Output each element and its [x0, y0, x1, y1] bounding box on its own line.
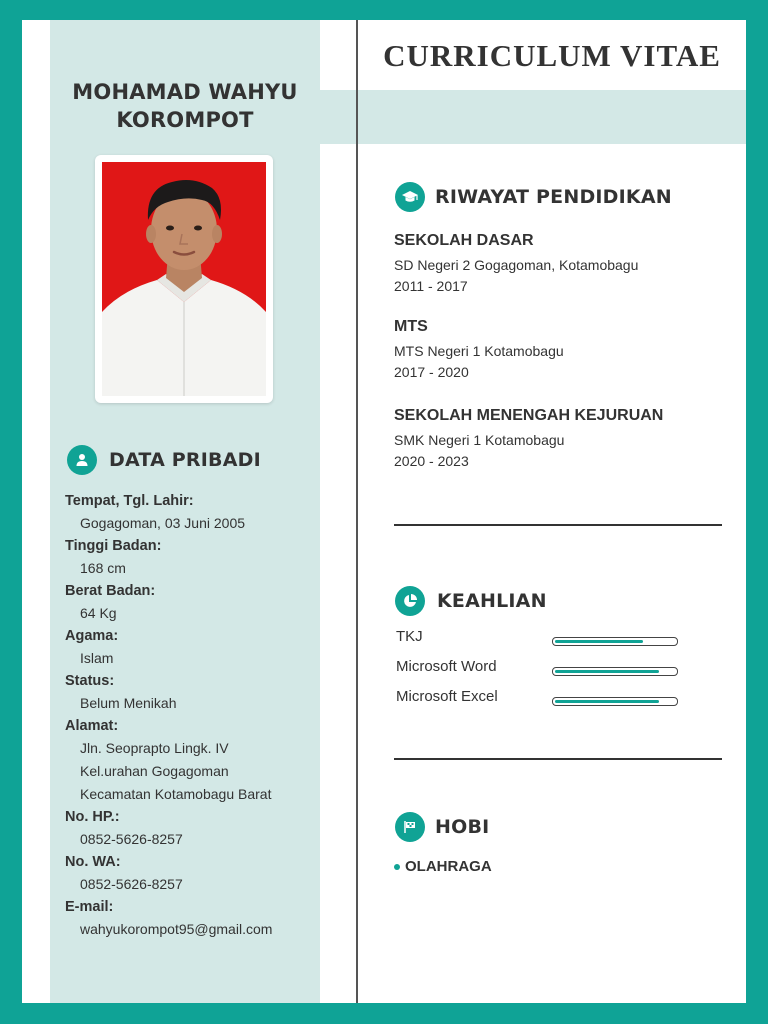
- field-label: No. HP.:: [65, 809, 120, 825]
- document-title: CURRICULUM VITAE: [383, 38, 721, 73]
- section-divider: [394, 524, 722, 526]
- field-value: Kel.urahan Gogagoman: [80, 763, 229, 779]
- skill-bar: [552, 637, 678, 646]
- hobbies-title: HOBI: [435, 816, 490, 838]
- education-years: 2020 - 2023: [394, 453, 469, 469]
- bullet-icon: [394, 864, 400, 870]
- name-line-1: MOHAMAD WAHYU: [72, 80, 298, 104]
- candidate-name: [50, 78, 320, 134]
- field-value: 64 Kg: [80, 605, 117, 621]
- pie-chart-icon: [395, 586, 425, 616]
- skills-list: [396, 628, 716, 718]
- field-value: 0852-5626-8257: [80, 831, 183, 847]
- skill-row: [396, 628, 716, 658]
- field-label: E-mail:: [65, 899, 114, 915]
- header-band-right: [358, 90, 746, 144]
- skill-name: Microsoft Word: [396, 658, 497, 675]
- field-value: 0852-5626-8257: [80, 876, 183, 892]
- profile-photo: [102, 162, 266, 396]
- education-school: MTS Negeri 1 Kotamobagu: [394, 343, 564, 359]
- skill-row: [396, 688, 716, 718]
- education-item: [394, 405, 734, 472]
- skill-name: Microsoft Excel: [396, 688, 498, 705]
- education-level: SEKOLAH DASAR: [394, 232, 534, 249]
- personal-data-list: [65, 490, 315, 941]
- field-label: Tempat, Tgl. Lahir:: [65, 493, 194, 509]
- skill-bar-fill: [555, 700, 659, 703]
- field-value: wahyukorompot95@gmail.com: [80, 921, 273, 937]
- education-school: SMK Negeri 1 Kotamobagu: [394, 432, 565, 448]
- skill-row: [396, 658, 716, 688]
- hobbies-heading: [395, 812, 489, 842]
- graduation-cap-icon: [395, 182, 425, 212]
- field-value: Belum Menikah: [80, 695, 177, 711]
- profile-photo-frame: [95, 155, 273, 403]
- cv-sheet: [22, 20, 746, 1003]
- field-value: Gogagoman, 03 Juni 2005: [80, 515, 246, 531]
- personal-data-title: DATA PRIBADI: [109, 449, 261, 471]
- education-level: SEKOLAH MENENGAH KEJURUAN: [394, 407, 664, 424]
- field-label: No. WA:: [65, 854, 121, 870]
- skill-bar: [552, 667, 678, 676]
- hobby-text: OLAHRAGA: [405, 858, 492, 875]
- field-value: Jln. Seoprapto Lingk. IV: [80, 740, 229, 756]
- skill-bar-fill: [555, 640, 643, 643]
- field-label: Tinggi Badan:: [65, 538, 162, 554]
- education-level: MTS: [394, 318, 428, 335]
- header-band-left: [320, 90, 356, 144]
- left-sidebar: [50, 20, 320, 1003]
- user-icon: [67, 445, 97, 475]
- field-label: Berat Badan:: [65, 583, 156, 599]
- education-item: [394, 316, 734, 383]
- education-heading: [395, 182, 672, 212]
- field-value: Kecamatan Kotamobagu Barat: [80, 786, 272, 802]
- field-label: Status:: [65, 673, 115, 689]
- education-item: [394, 230, 734, 297]
- column-divider: [356, 20, 358, 1003]
- name-line-2: KOROMPOT: [116, 108, 254, 132]
- field-label: Agama:: [65, 628, 119, 644]
- section-divider: [394, 758, 722, 760]
- skills-heading: [395, 586, 547, 616]
- flag-icon: [395, 812, 425, 842]
- hobby-item: [394, 858, 492, 875]
- field-label: Alamat:: [65, 718, 119, 734]
- skill-bar-fill: [555, 670, 659, 673]
- field-value: Islam: [80, 650, 114, 666]
- field-value: 168 cm: [80, 560, 126, 576]
- skills-title: KEAHLIAN: [437, 590, 547, 612]
- education-years: 2017 - 2020: [394, 364, 469, 380]
- education-title: RIWAYAT PENDIDIKAN: [435, 186, 672, 208]
- skill-name: TKJ: [396, 628, 423, 645]
- education-years: 2011 - 2017: [394, 278, 468, 294]
- personal-data-heading: [67, 445, 261, 475]
- education-school: SD Negeri 2 Gogagoman, Kotamobagu: [394, 257, 639, 273]
- skill-bar: [552, 697, 678, 706]
